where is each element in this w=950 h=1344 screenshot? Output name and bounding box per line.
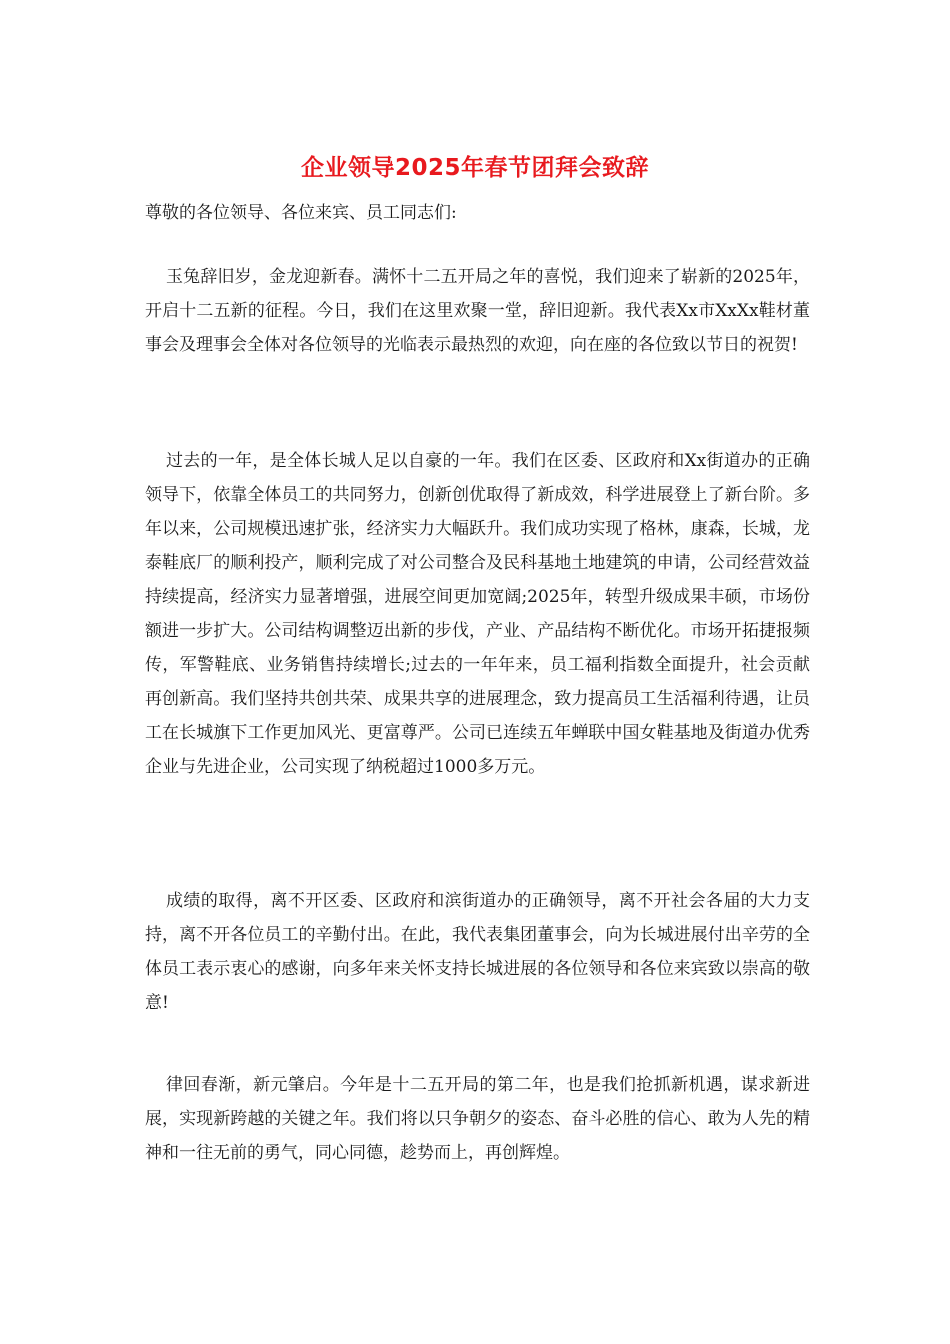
document-title: 企业领导2025年春节团拜会致辞 — [300, 155, 649, 181]
paragraph-thanks: 成绩的取得，离不开区委、区政府和滨街道办的正确领导，离不开社会各届的大力支持，离不开各位员工的辛勤付出。在此，我代表集团董事会，向为长城进展付出辛劳的全体员工表示衷心的感谢，向多年来关怀支持长城进展的各位领导和各位来宾致以崇高的敬意! — [145, 891, 810, 1013]
paragraph-outlook: 律回春渐，新元肇启。今年是十二五开局的第二年，也是我们抢抓新机遇，谋求新进展，实现新跨越的关键之年。我们将以只争朝夕的姿态、奋斗必胜的信心、敢为人先的精神和一往无前的勇气，同心同德，趁势而上，再创辉煌。 — [145, 1075, 810, 1163]
paragraph-opening: 玉兔辞旧岁，金龙迎新春。满怀十二五开局之年的喜悦，我们迎来了崭新的2025年，开启十二五新的征程。今日，我们在这里欢聚一堂，辞旧迎新。我代表Xx市XxXx鞋材董事会及理事会全体对各位领导的光临表示最热烈的欢迎，向在座的各位致以节日的祝贺! — [145, 267, 810, 355]
salutation: 尊敬的各位领导、各位来宾、员工同志们: — [145, 203, 457, 223]
paragraph-review: 过去的一年，是全体长城人足以自豪的一年。我们在区委、区政府和Xx街道办的正确领导下，依靠全体员工的共同努力，创新创优取得了新成效，科学进展登上了新台阶。多年以来，公司规模迅速扩张，经济实力大幅跃升。我们成功实现了格林，康森，长城，龙泰鞋底厂的顺利投产，顺利完成了对公司整合及民科基地土地建筑的申请，公司经营效益持续提高，经济实力显著增强，进展空间更加宽阔;2025年，转型升级成果丰硕，市场份额进一步扩大。公司结构调整迈出新的步伐，产业、产品结构不断优化。市场开拓捷报频传，军警鞋底、业务销售持续增长;过去的一年年来，员工福利指数全面提升，社会贡献再创新高。我们坚持共创共荣、成果共享的进展理念，致力提高员工生活福利待遇，让员工在长城旗下工作更加风光、更富尊严。公司已连续五年蝉联中国女鞋基地及街道办优秀企业与先进企业，公司实现了纳税超过1000多万元。 — [145, 451, 810, 777]
